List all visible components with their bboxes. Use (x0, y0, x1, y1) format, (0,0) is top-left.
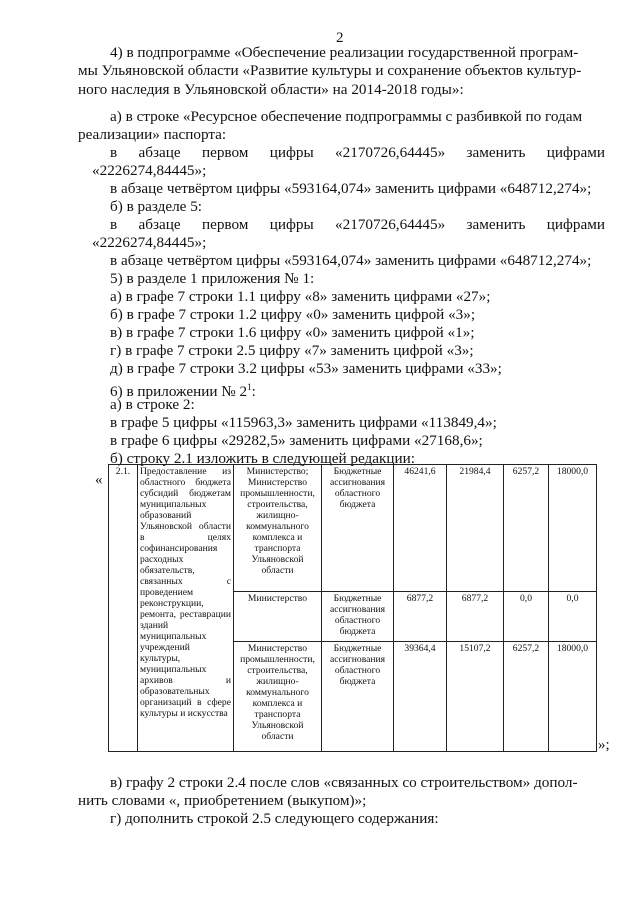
total-cell: 39364,4 (394, 642, 447, 752)
superscript: 1 (247, 382, 252, 392)
word: в (110, 216, 118, 233)
word: первом (201, 144, 249, 161)
paragraph-line: 5) в разделе 1 приложения № 1: (110, 270, 315, 287)
word: заменить (466, 144, 526, 161)
paragraph-line: мы Ульяновской области «Развитие культуры и сохранение объектов культур- (78, 62, 582, 79)
word: цифрами (546, 144, 605, 161)
paragraph-line: ного наследия в Ульяновской области» на 2014-2018 годы»: (78, 81, 464, 98)
paragraph-line: д) в графе 7 строки 3.2 цифры «53» заменить цифрами «33»; (110, 360, 502, 377)
paragraph-line: в) в графе 7 строки 1.6 цифру «0» заменить цифрой «1»; (110, 324, 475, 341)
paragraph-text: 6) в приложении № 2 (110, 383, 248, 401)
colon: : (251, 383, 256, 401)
paragraph-line: а) в графе 7 строки 1.1 цифру «8» заменить цифрами «27»; (110, 288, 491, 305)
program-table (108, 464, 597, 752)
total-cell: 46241,6 (394, 465, 447, 592)
year-2016-cell: 15107,2 (447, 642, 504, 752)
page-number: 2 (336, 30, 344, 46)
year-2018-cell: 18000,0 (549, 642, 597, 752)
quote-close: »; (598, 737, 610, 753)
quote-open: « (95, 472, 103, 488)
paragraph-line: г) дополнить строкой 2.5 следующего содержания: (110, 810, 439, 827)
word: цифры (269, 144, 314, 161)
paragraph-line: в графе 6 цифры «29282,5» заменить цифрами «27168,6»; (110, 432, 483, 449)
paragraph-line: в графе 5 цифры «115963,3» заменить цифрами «113849,4»; (110, 414, 497, 431)
word: «2170726,64445» (335, 144, 446, 161)
year-2018-cell: 18000,0 (549, 465, 597, 592)
source-cell: Бюджетные ассигнования областного бюджета (322, 592, 394, 642)
paragraph-line: в абзаце четвёртом цифры «593164,074» заменить цифрами «648712,274»; (110, 180, 592, 197)
paragraph-line: б) строку 2.1 изложить в следующей редакции: (110, 450, 416, 467)
paragraph-line: в абзаце четвёртом цифры «593164,074» заменить цифрами «648712,274»; (110, 252, 592, 269)
justified-line (110, 144, 605, 162)
year-2018-cell: 0,0 (549, 592, 597, 642)
word: «2170726,64445» (335, 216, 446, 233)
paragraph-line: а) в строке 2: (110, 396, 195, 413)
word: заменить (466, 216, 526, 233)
paragraph-line: а) в строке «Ресурсное обеспечение подпрограммы с разбивкой по годам (110, 108, 583, 125)
paragraph-line: реализации» паспорта: (78, 126, 227, 143)
word: абзаце (138, 216, 181, 233)
executor-cell: Министерство (234, 592, 322, 642)
paragraph-line: б) в графе 7 строки 1.2 цифру «0» заменить цифрой «3»; (110, 306, 476, 323)
table-row (109, 465, 597, 592)
total-cell: 6877,2 (394, 592, 447, 642)
paragraph-line: нить словами «, приобретением (выкупом)»; (78, 792, 367, 809)
word: цифрами (546, 216, 605, 233)
word: первом (201, 216, 249, 233)
paragraph-line: г) в графе 7 строки 2.5 цифру «7» заменить цифрой «3»; (110, 342, 474, 359)
paragraph-line: «2226274,84445»; (92, 162, 207, 179)
row-number: 2.1. (109, 465, 138, 752)
paragraph-line: б) в разделе 5: (110, 198, 203, 215)
justified-line (110, 216, 605, 234)
paragraph-line: «2226274,84445»; (92, 234, 207, 251)
row-name: Предоставление из областного бюджета субсидий бюджетам муниципальных образований Ульяновской области в целях софинансирования расходных обязательств, связанных с проведением реконструкции, ремонта, реставрации зданий муниципальных учреждений культуры, муниципальных архивов и образовательных организаций в сфере культуры и искусства (138, 465, 234, 752)
paragraph-line: в) графу 2 строки 2.4 после слов «связанных со строительством» допол- (110, 774, 578, 791)
source-cell: Бюджетные ассигнования областного бюджета (322, 465, 394, 592)
year-2017-cell: 6257,2 (504, 465, 549, 592)
word: в (110, 144, 118, 161)
source-cell: Бюджетные ассигнования областного бюджета (322, 642, 394, 752)
year-2017-cell: 6257,2 (504, 642, 549, 752)
year-2017-cell: 0,0 (504, 592, 549, 642)
paragraph-line: 4) в подпрограмме «Обеспечение реализации государственной програм- (110, 44, 579, 61)
year-2016-cell: 21984,4 (447, 465, 504, 592)
word: абзаце (138, 144, 181, 161)
executor-cell: Министерство промышленности, строительства, жилищно-коммунального комплекса и транспорта Ульяновской области (234, 642, 322, 752)
executor-cell: Министерство; Министерство промышленности, строительства, жилищно-коммунального комплекса и транспорта Ульяновской области (234, 465, 322, 592)
year-2016-cell: 6877,2 (447, 592, 504, 642)
word: цифры (269, 216, 314, 233)
